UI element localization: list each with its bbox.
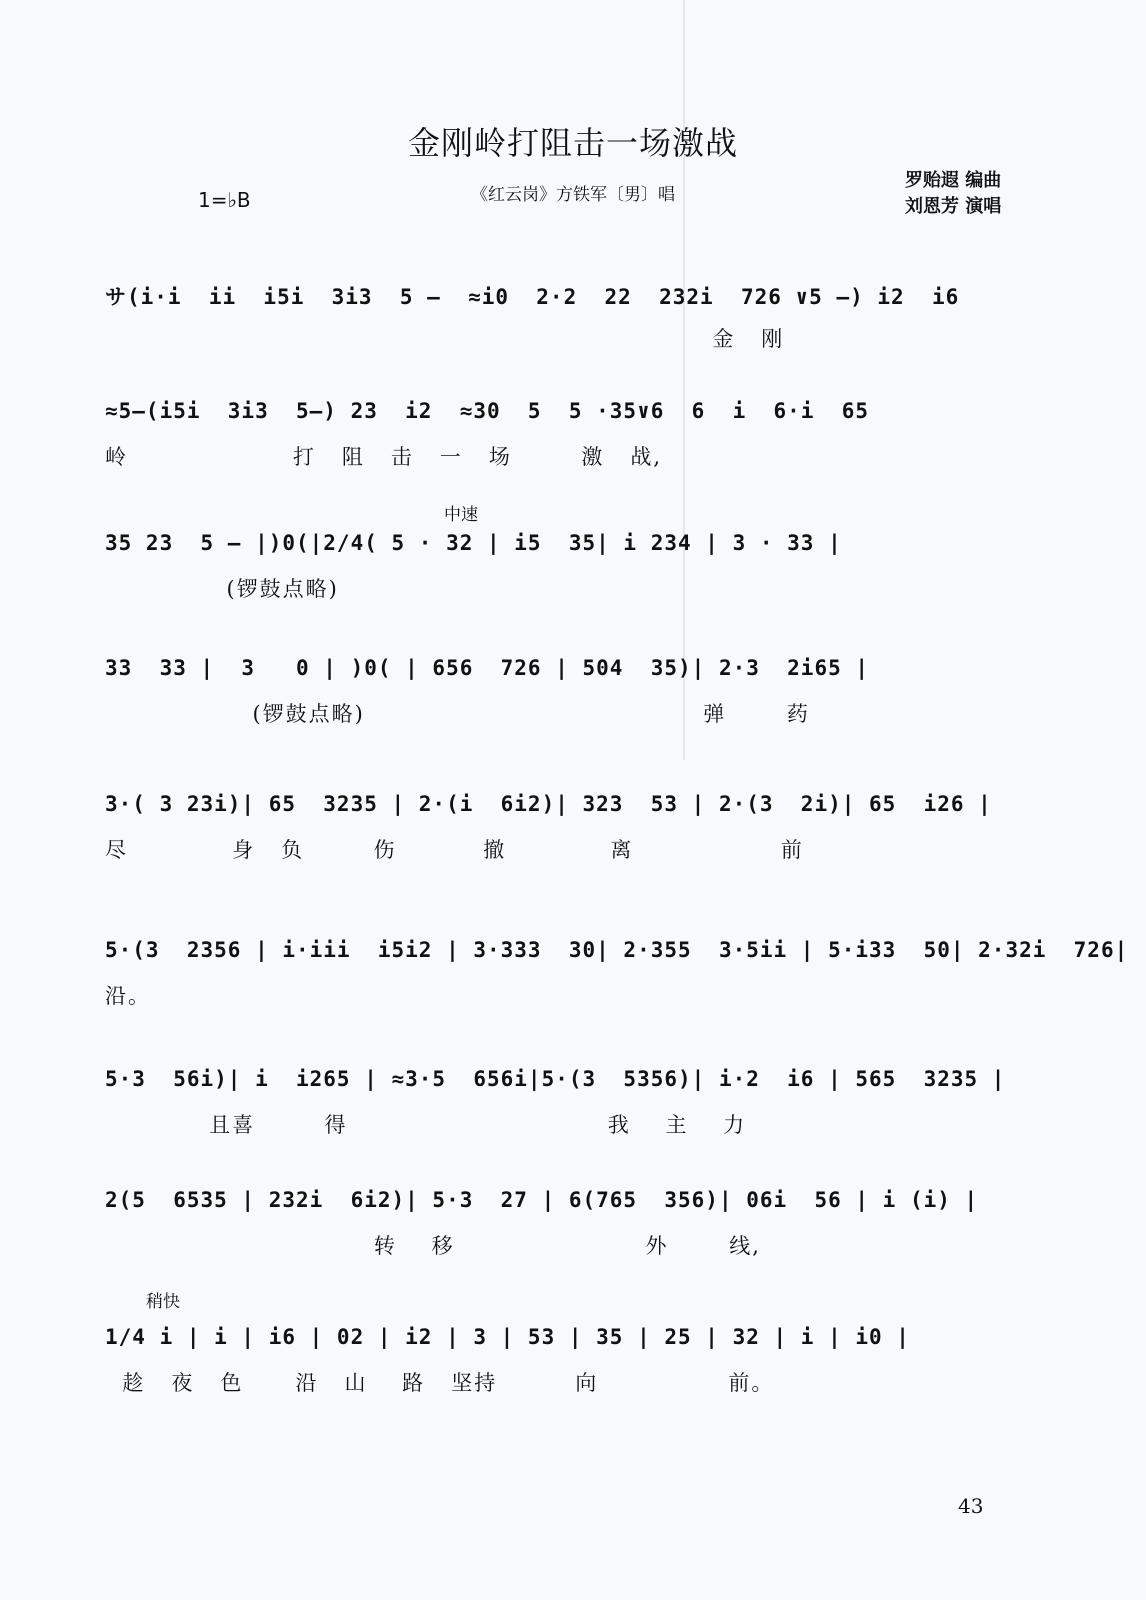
lyrics-line: 沿。 [105, 984, 151, 1008]
lyrics-line: 尽 身 负 伤 撤 离 前 [105, 838, 804, 862]
notation-line: 5·(3 2356 | i·iii i5i2 | 3·333 30| 2·355 3·5ii | 5·i33 50| 2·32i 726| [105, 938, 1129, 962]
notation-line: 33 33 | 3 0 | )0( | 656 726 | 504 35)| 2·3 2i65 | [105, 656, 870, 680]
notation-line: 2(5 6535 | 232i 6i2)| 5·3 27 | 6(765 356)| 06i 56 | i (i) | [105, 1188, 979, 1212]
page-fold-line [683, 0, 685, 760]
score-row-6 [0, 938, 1146, 1018]
performer-credit: 刘恩芳 演唱 [905, 196, 1002, 217]
notation-line: サ(i·i ii i5i 3i3 5 — ≈i0 2·2 22 232i 726 ∨5 —) i2 i6 [105, 285, 960, 309]
notation-line: 5·3 56i)| i i265 | ≈3·5 656i|5·(3 5356)| i·2 i6 | 565 3235 | [105, 1067, 1006, 1091]
score-row-8 [0, 1188, 1146, 1268]
score-row-9 [0, 1325, 1146, 1405]
tempo-medium: 中速 [444, 505, 478, 525]
lyrics-line: 金 刚 [105, 327, 785, 351]
lyrics-line: (锣鼓点略) 弹 药 [105, 702, 810, 726]
key-signature: 1=♭B [198, 188, 251, 212]
notation-line: 35 23 5 — |)0(|2/4( 5 · 32 | i5 35| i 234 | 3 · 33 | [105, 531, 842, 555]
lyrics-line: 且喜 得 我 主 力 [105, 1113, 747, 1137]
score-row-4 [0, 656, 1146, 736]
score-row-5 [0, 792, 1146, 872]
lyrics-line: 岭 打 阻 击 一 场 激 战, [105, 445, 663, 469]
score-row-2 [0, 399, 1146, 479]
lyrics-line: 趁 夜 色 沿 山 路 坚持 向 前。 [105, 1371, 775, 1395]
credits [905, 168, 1001, 220]
composer-credit: 罗贻遐 编曲 [905, 170, 1002, 191]
tempo-faster: 稍快 [146, 1292, 180, 1312]
score-row-7 [0, 1067, 1146, 1147]
song-title: 金刚岭打阻击一场激战 [407, 124, 738, 162]
page-number: 43 [958, 1494, 984, 1518]
notation-line: ≈5—(i5i 3i3 5—) 23 i2 ≈30 5 5 ·35∨6 6 i 6·i 65 [105, 399, 870, 423]
lyrics-line: (锣鼓点略) [105, 577, 339, 601]
notation-line: 3·( 3 23i)| 65 3235 | 2·(i 6i2)| 323 53 | 2·(3 2i)| 65 i26 | [105, 792, 992, 816]
subtitle: 《红云岗》方铁军〔男〕唱 [471, 185, 675, 205]
lyrics-line: 转 移 外 线, [105, 1234, 761, 1258]
score-row-1 [0, 281, 1146, 361]
notation-line: 1/4 i | i | i6 | 02 | i2 | 3 | 53 | 35 | 25 | 32 | i | i0 | [105, 1325, 910, 1349]
score-row-3 [0, 531, 1146, 611]
